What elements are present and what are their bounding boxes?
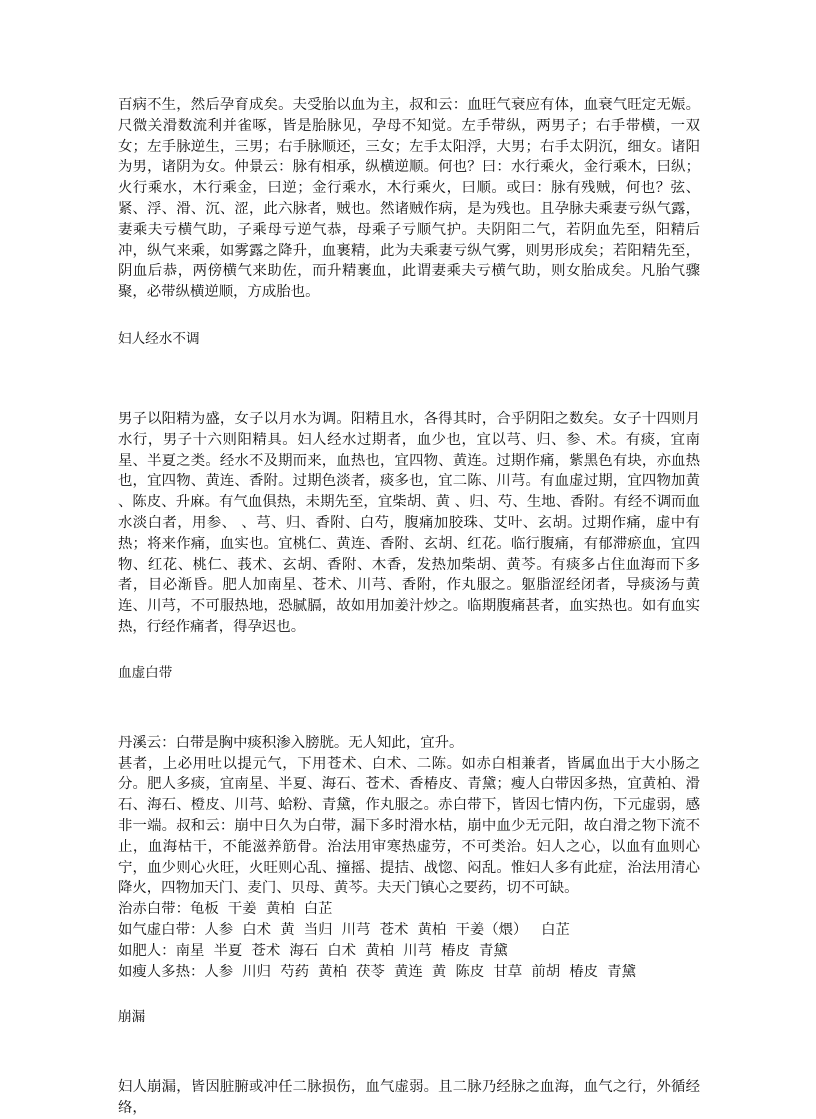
leukorrhea-paragraph: 甚者，上必用吐以提元气，下用苍术、白术、二陈。如赤白相兼者，皆属血出于大小肠之分。肥人多痰，宜南星、半夏、海石、苍术、香椿皮、青黛；瘦人白带因多热，宜黄柏、滑石、海石、橙皮、川芎、蛤粉、青黛，作丸服之。赤白带下，皆因七情内伤，下元虚弱，感非一端。叔和云：崩中日久为白带，漏下多时滑水枯，崩中血少无元阳，故白滑之物下流不止，血海枯干，不能滋养筋骨。治法用审寒热虚劳，不可类治。妇人之心，以血有血则心宁，血少则心火旺，火旺则心乱、撞摇、提拮、战惚、闷乱。惟妇人多有此症，治法用清心降火，四物加天门、麦门、贝母、黄芩。夫天门镇心之要药，切不可缺。: [118, 755, 700, 897]
section-heading-leukorrhea: 血虚白带: [118, 664, 173, 681]
leukorrhea-body: [118, 733, 700, 983]
prescription-qi-deficiency: 如气虚白带：人参 白术 黄 当归 川芎 苍术 黄柏 干姜（煨） 白芷: [118, 921, 570, 938]
prescription-obese: 如肥人：南星 半夏 苍术 海石 白术 黄柏 川芎 椿皮 青黛: [118, 942, 508, 959]
intro-paragraph: 百病不生，然后孕育成矣。夫受胎以血为主，叔和云：血旺气衰应有体，血衰气旺定无娠。尺微关滑数流利并雀啄，皆是胎脉见，孕母不知觉。左手带纵，两男子；右手带横，一双女；左手脉逆生，三男；右手脉顺还，三女；左手太阳浮，大男；右手太阴沉，细女。诸阳为男，诸阴为女。仲景云：脉有相承，纵横逆顺。何也？曰：水行乘火，金行乘木，曰纵；火行乘水，木行乘金，曰逆；金行乘水，木行乘火，曰顺。或曰：脉有残贼，何也？弦、紧、浮、滑、沉、涩，此六脉者，贼也。然诸贼作病，是为残也。且孕脉夫乘妻亏纵气露，妻乘夫亏横气助，子乘母亏逆气恭，母乘子亏顺气护。夫阴阳二气，若阴血先至，阳精后冲，纵气来乘，如雾露之降升，血裹精，此为夫乘妻亏纵气雾，则男形成矣；若阳精先至，阴血后恭，两傍横气来助佐，而升精裹血，此谓妻乘夫亏横气助，则女胎成矣。凡胎气骤聚，必带纵横逆顺，方成胎也。: [118, 97, 700, 301]
prescription-red-white: 治赤白带：龟板 干姜 黄柏 白芷: [118, 901, 333, 918]
menstrual-paragraph: 男子以阳精为盛，女子以月水为调。阳精且水，各得其时，合乎阴阳之数矣。女子十四则月水行，男子十六则阳精具。妇人经水过期者，血少也，宜以芎、归、参、术。有痰，宜南星、半夏之类。经水不及期而来，血热也，宜四物、黄连。过期作痛，紫黑色有块，亦血热也，宜四物、黄连、香附。过期色淡者，痰多也，宜二陈、川芎。有血虚过期，宜四物加黄 、陈皮、升麻。有气血俱热，未期先至，宜柴胡、黄 、归、芍、生地、香附。有经不调而血水淡白者，用参、 、芎、归、香附、白芍，腹痛加胶珠、艾叶、玄胡。过期作痛，虚中有热；将来作痛，血实也。宜桃仁、黄连、香附、玄胡、红花。临行腹痛，有郁滞瘀血，宜四物、红花、桃仁、莪术、玄胡、香附、木香，发热加柴胡、黄芩。有痰多占住血海而下多者，目必渐昏。肥人加南星、苍术、川芎、香附，作丸服之。躯脂涩经闭者，导痰汤与黄连、川芎，不可服热地，恐腻膈，故如用加姜汁炒之。临期腹痛甚者，血实热也。如有血实热，行经作痛者，得孕迟也。: [118, 410, 700, 635]
section-heading-menstrual: 妇人经水不调: [118, 330, 200, 347]
leukorrhea-line-1: 丹溪云：白带是胸中痰积渗入膀胱。无人知此，宜升。: [118, 734, 464, 751]
section-heading-metrorrhagia: 崩漏: [118, 1009, 146, 1026]
metrorrhagia-paragraph: 妇人崩漏，皆因脏腑或冲任二脉损伤，血气虚弱。且二脉乃经脉之血海，血气之行，外循经络，: [118, 1079, 700, 1117]
prescription-thin-heat: 如瘦人多热：人参 川归 芍药 黄柏 茯苓 黄连 黄 陈皮 甘草 前胡 椿皮 青黛: [118, 963, 636, 980]
document-page: [118, 95, 700, 1119]
